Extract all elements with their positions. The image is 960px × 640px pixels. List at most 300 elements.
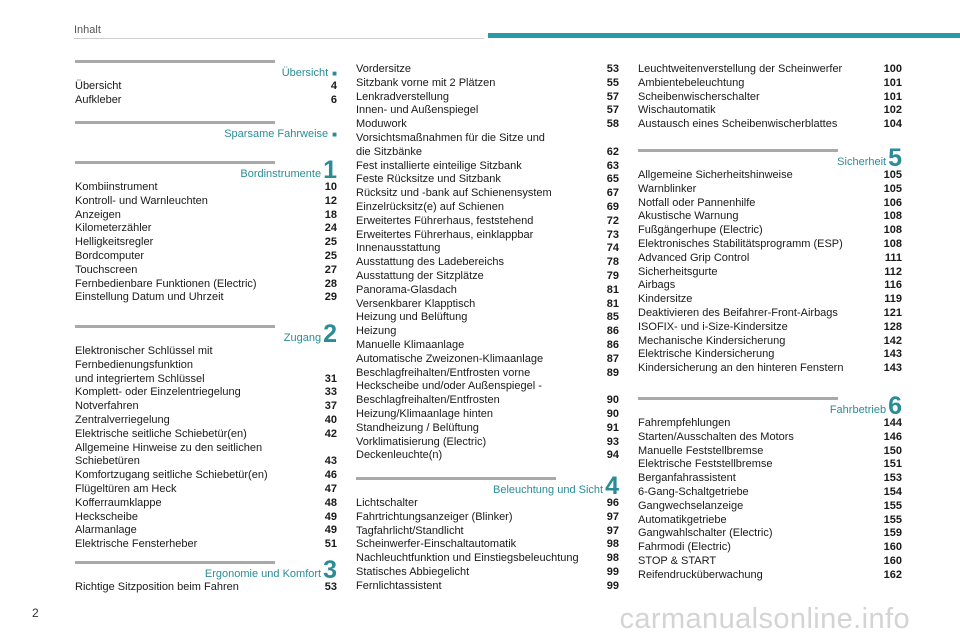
toc-entry-page: 49	[324, 524, 337, 537]
header-divider	[74, 38, 484, 39]
toc-entry-text	[638, 527, 781, 541]
toc-entry-page: 4	[330, 80, 337, 92]
section-number: 4	[605, 472, 619, 500]
toc-entry-page: 37	[324, 400, 337, 413]
toc-entry-line: Ambientebeleuchtung	[638, 76, 745, 89]
toc-entry[interactable]	[75, 278, 337, 292]
toc-entry-line: Fahrmodi (Electric)	[638, 541, 731, 554]
toc-entry[interactable]	[356, 63, 619, 77]
toc-entry[interactable]	[356, 339, 619, 353]
toc-entry-line: Manuelle Feststellbremse	[638, 444, 764, 457]
toc-entry-line: Innen- und Außenspiegel	[356, 104, 479, 117]
toc-entry[interactable]	[356, 566, 619, 580]
toc-entry-page: 155	[883, 499, 902, 512]
toc-entry-page: 102	[883, 104, 902, 117]
toc-entry-line: Austausch eines Scheibenwischerblattes	[638, 118, 838, 131]
toc-entry-text	[638, 210, 746, 224]
toc-entry[interactable]	[638, 118, 902, 132]
toc-entry-text	[75, 524, 145, 538]
toc-entry-page: 98	[606, 538, 619, 551]
toc-entry[interactable]	[356, 118, 619, 132]
toc-entry[interactable]	[356, 367, 619, 381]
toc-entry-page: 31	[324, 372, 337, 385]
toc-entry-line: Heckscheibe	[75, 510, 138, 523]
toc-entry-page: 27	[324, 263, 337, 276]
toc-entry-text	[356, 380, 550, 408]
section-number: 2	[323, 320, 337, 348]
toc-entry-page: 90	[606, 407, 619, 420]
toc-entry-line: Kindersitze	[638, 293, 693, 306]
toc-entry-line: Komplett- oder Einzelentriegelung	[75, 386, 241, 399]
toc-entry[interactable]	[356, 552, 619, 566]
toc-entry-page: 43	[324, 455, 337, 468]
toc-entry-text	[638, 238, 851, 252]
toc-entry-line: Automatikgetriebe	[638, 513, 727, 526]
toc-entry-page: 69	[606, 200, 619, 213]
toc-entry[interactable]	[638, 445, 902, 459]
toc-entry-text	[75, 386, 249, 400]
toc-entry[interactable]	[75, 291, 337, 305]
toc-entry-text	[638, 431, 802, 445]
toc-section	[638, 144, 902, 376]
toc-entry-line: Kontroll- und Warnleuchten	[75, 194, 208, 207]
toc-entry-line: Ausstattung der Sitzplätze	[356, 269, 484, 282]
toc-entry[interactable]	[75, 400, 337, 414]
section-heading	[75, 126, 337, 141]
toc-entry-line: Leuchtweitenverstellung der Scheinwerfer	[638, 63, 843, 75]
toc-entry-line: Notverfahren	[75, 400, 139, 413]
toc-entry-page: 65	[606, 173, 619, 186]
toc-entry-line: Anzeigen	[75, 208, 121, 221]
toc-entry[interactable]	[638, 472, 902, 486]
toc-entry-line: Scheibenwischerschalter	[638, 90, 760, 103]
toc-entry-line: Richtige Sitzposition beim Fahren	[75, 581, 239, 593]
toc-entry-page: 104	[883, 118, 902, 131]
toc-entry[interactable]	[356, 353, 619, 367]
toc-entry[interactable]	[356, 497, 619, 511]
toc-entry-text	[356, 187, 560, 201]
toc-entry-text	[356, 311, 475, 325]
toc-entry-line: Heizung	[356, 325, 397, 338]
section-title: Zugang	[283, 332, 322, 344]
header-title: Inhalt	[74, 24, 101, 36]
toc-entry-text	[638, 118, 845, 132]
toc-entry-page: 42	[324, 427, 337, 440]
toc-entry-text	[75, 80, 129, 94]
toc-entry-page: 96	[606, 497, 619, 509]
toc-entry[interactable]	[638, 210, 902, 224]
toc-entry-text	[75, 581, 247, 595]
toc-entry[interactable]	[75, 414, 337, 428]
toc-entry-text	[356, 160, 530, 174]
toc-entry[interactable]	[75, 345, 337, 386]
toc-entry[interactable]	[356, 538, 619, 552]
toc-entry-text	[356, 436, 494, 450]
toc-entry-page: 57	[606, 104, 619, 117]
toc-entry-line: Deckenleuchte(n)	[356, 449, 443, 462]
toc-entry[interactable]	[356, 91, 619, 105]
toc-section	[75, 60, 337, 108]
section-rule	[75, 121, 275, 124]
section-marker-icon: ■	[332, 130, 337, 139]
toc-entry[interactable]	[75, 264, 337, 278]
toc-entry-text	[356, 367, 538, 381]
toc-entry-page: 143	[883, 348, 902, 361]
toc-entry[interactable]	[638, 293, 902, 307]
section-rule	[638, 397, 838, 400]
toc-entry-line: Schiebetüren	[75, 455, 140, 468]
toc-entry-text	[638, 63, 850, 77]
toc-entry-page: 81	[606, 297, 619, 310]
toc-entry-line: Versenkbarer Klapptisch	[356, 297, 476, 310]
toc-entry[interactable]	[638, 224, 902, 238]
toc-entry[interactable]	[638, 417, 902, 431]
toc-entry-line: Akustische Warnung	[638, 210, 739, 223]
toc-entry[interactable]	[75, 94, 337, 108]
toc-entry-page: 105	[883, 182, 902, 195]
toc-entry[interactable]	[638, 362, 902, 376]
toc-entry[interactable]	[356, 298, 619, 312]
toc-entry-line: Standheizung / Belüftung	[356, 421, 479, 434]
toc-entry-page: 89	[606, 366, 619, 379]
toc-entry-page: 97	[606, 510, 619, 523]
toc-entry[interactable]	[638, 321, 902, 335]
toc-entry[interactable]	[638, 238, 902, 252]
toc-entry-page: 46	[324, 469, 337, 482]
toc-entry-line: Ausstattung des Ladebereichs	[356, 256, 504, 269]
toc-entry-page: 97	[606, 524, 619, 537]
toc-entry[interactable]	[356, 422, 619, 436]
toc-entry[interactable]	[638, 348, 902, 362]
toc-entry-line: Warnblinker	[638, 182, 697, 195]
toc-entry[interactable]	[75, 428, 337, 442]
toc-entry-text	[75, 264, 145, 278]
toc-entry-line: Automatische Zweizonen-Klimaanlage	[356, 352, 544, 365]
toc-entry-page: 101	[883, 76, 902, 89]
section-heading	[356, 472, 619, 500]
toc-entry[interactable]	[638, 77, 902, 91]
toc-entry-page: 86	[606, 338, 619, 351]
toc-entry-page: 12	[324, 194, 337, 207]
toc-entry-line: Elektrische Kindersicherung	[638, 348, 775, 361]
toc-entry-page: 73	[606, 228, 619, 241]
toc-entry[interactable]	[356, 311, 619, 325]
toc-entry-text	[356, 552, 587, 566]
toc-entry-page: 143	[883, 362, 902, 375]
toc-entry-text	[356, 229, 541, 243]
toc-entry-line: Fernlichtassistent	[356, 579, 442, 592]
toc-entry-line: Alarmanlage	[75, 524, 137, 537]
toc-entry-line: Gangwahlschalter (Electric)	[638, 527, 773, 540]
toc-entry-text	[75, 400, 147, 414]
section-heading	[75, 156, 337, 184]
toc-entry-page: 57	[606, 90, 619, 103]
toc-entry[interactable]	[356, 187, 619, 201]
toc-section	[75, 556, 337, 595]
toc-entry-text	[75, 94, 129, 108]
toc-entry[interactable]	[75, 469, 337, 483]
toc-entry-text	[638, 266, 726, 280]
toc-entry[interactable]	[638, 169, 902, 183]
toc-entry-page: 153	[883, 472, 902, 485]
toc-entry-text	[356, 497, 426, 511]
toc-entry-text	[356, 298, 483, 312]
toc-entry-text	[638, 472, 744, 486]
toc-entry-text	[75, 497, 170, 511]
toc-entry[interactable]	[356, 160, 619, 174]
toc-entry-line: Elektrische seitliche Schiebetür(en)	[75, 427, 247, 440]
toc-entry[interactable]	[75, 250, 337, 264]
toc-entry[interactable]	[75, 581, 337, 595]
toc-entry-text	[356, 408, 501, 422]
toc-entry-text	[638, 321, 796, 335]
toc-entry-line: Heckscheibe und/oder Außenspiegel -	[356, 380, 542, 393]
toc-entry-page: 90	[606, 394, 619, 407]
toc-entry-line: Starten/Ausschalten des Motors	[638, 430, 794, 443]
toc-entry[interactable]	[75, 236, 337, 250]
toc-entry-line: STOP & START	[638, 554, 717, 567]
toc-entry-line: Beschlagfreihalten/Entfrosten	[356, 394, 500, 407]
toc-entry-text	[356, 201, 512, 215]
toc-entry-text	[638, 486, 757, 500]
toc-entry-text	[75, 181, 166, 195]
toc-entry-page: 162	[883, 568, 902, 581]
toc-entry[interactable]	[75, 386, 337, 400]
toc-entry-text	[356, 256, 512, 270]
toc-section	[638, 63, 902, 132]
toc-entry[interactable]	[638, 104, 902, 118]
toc-entry-text	[638, 458, 781, 472]
toc-entry-page: 78	[606, 256, 619, 269]
toc-entry-line: Vordersitze	[356, 63, 412, 75]
toc-entry[interactable]	[356, 270, 619, 284]
toc-entry-line: Statisches Abbiegelicht	[356, 565, 470, 578]
toc-entry[interactable]	[356, 256, 619, 270]
toc-entry-text	[356, 511, 521, 525]
toc-entry[interactable]	[356, 408, 619, 422]
toc-entry-line: Einstellung Datum und Uhrzeit	[75, 291, 224, 304]
section-rule	[75, 561, 275, 564]
toc-entry-line: Fahrempfehlungen	[638, 417, 731, 429]
toc-entry-page: 100	[883, 63, 902, 75]
section-rule	[75, 60, 275, 63]
toc-entry[interactable]	[356, 104, 619, 118]
toc-entry-text	[638, 77, 752, 91]
toc-entry-text	[75, 291, 232, 305]
toc-entry-text	[75, 469, 276, 483]
toc-entry-line: Übersicht	[75, 80, 122, 92]
toc-entry-text	[75, 414, 178, 428]
toc-entry-page: 79	[606, 269, 619, 282]
toc-entry-page: 25	[324, 236, 337, 249]
toc-section	[638, 392, 902, 583]
toc-entry-text	[75, 345, 325, 386]
toc-entry[interactable]	[638, 307, 902, 321]
toc-entry[interactable]	[356, 201, 619, 215]
toc-entry[interactable]	[75, 209, 337, 223]
toc-entry-text	[356, 91, 457, 105]
toc-entry-text	[356, 132, 553, 160]
toc-entry[interactable]	[75, 511, 337, 525]
toc-entry-page: 108	[883, 237, 902, 250]
toc-entry-page: 33	[324, 386, 337, 399]
toc-entry-page: 53	[324, 581, 337, 593]
section-heading	[75, 556, 337, 584]
toc-entry-page: 160	[883, 554, 902, 567]
toc-entry-line: Einzelrücksitz(e) auf Schienen	[356, 200, 504, 213]
toc-entry[interactable]	[638, 541, 902, 555]
toc-entry-page: 47	[324, 482, 337, 495]
toc-entry[interactable]	[75, 195, 337, 209]
toc-entry-page: 74	[606, 242, 619, 255]
toc-entry-text	[356, 525, 472, 539]
toc-entry-line: Gangwechselanzeige	[638, 499, 744, 512]
toc-entry[interactable]	[638, 63, 902, 77]
toc-entry[interactable]	[75, 80, 337, 94]
toc-entry-text	[75, 442, 270, 470]
toc-entry[interactable]	[638, 458, 902, 472]
toc-entry-page: 98	[606, 552, 619, 565]
toc-entry-text	[638, 335, 793, 349]
toc-entry-line: Sicherheitsgurte	[638, 265, 718, 278]
toc-entry[interactable]	[75, 497, 337, 511]
toc-entry-page: 111	[884, 251, 902, 264]
toc-entry-page: 24	[324, 222, 337, 235]
toc-entry-line: Kofferraumklappe	[75, 496, 162, 509]
toc-entry[interactable]	[638, 183, 902, 197]
toc-entry-line: Heizung und Belüftung	[356, 311, 468, 324]
toc-entry[interactable]	[75, 181, 337, 195]
toc-entry[interactable]	[356, 449, 619, 463]
toc-entry-text	[75, 209, 129, 223]
toc-entry-page: 119	[884, 293, 902, 306]
toc-entry[interactable]	[356, 229, 619, 243]
section-heading	[75, 320, 337, 348]
toc-entry-line: Heizung/Klimaanlage hinten	[356, 407, 493, 420]
toc-entry[interactable]	[638, 527, 902, 541]
toc-entry-page: 62	[606, 145, 619, 158]
toc-entry[interactable]	[356, 325, 619, 339]
toc-entry[interactable]	[356, 173, 619, 187]
toc-entry-text	[638, 197, 763, 211]
section-title: Übersicht	[281, 67, 329, 79]
toc-entry[interactable]	[638, 486, 902, 500]
toc-entry-line: die Sitzbänke	[356, 145, 423, 158]
toc-entry[interactable]	[75, 442, 337, 470]
toc-entry[interactable]	[638, 500, 902, 514]
toc-entry-text	[638, 500, 751, 514]
toc-entry-text	[356, 270, 492, 284]
toc-entry-text	[356, 339, 472, 353]
toc-entry-line: Fest installierte einteilige Sitzbank	[356, 159, 522, 172]
toc-entry[interactable]	[638, 252, 902, 266]
toc-entry[interactable]	[638, 569, 902, 583]
toc-entry-page: 146	[883, 430, 902, 443]
toc-entry-line: Mechanische Kindersicherung	[638, 334, 786, 347]
toc-entry[interactable]	[356, 132, 619, 160]
toc-entry[interactable]	[356, 77, 619, 91]
toc-entry[interactable]	[356, 580, 619, 594]
toc-entry[interactable]	[75, 538, 337, 552]
toc-entry-line: Fußgängerhupe (Electric)	[638, 224, 763, 237]
toc-entry[interactable]	[638, 197, 902, 211]
toc-entry[interactable]	[356, 242, 619, 256]
toc-entry[interactable]	[356, 380, 619, 408]
toc-entry-line: Touchscreen	[75, 263, 138, 276]
toc-entry-line: 6-Gang-Schaltgetriebe	[638, 485, 749, 498]
toc-entry[interactable]	[75, 222, 337, 236]
toc-entry[interactable]	[356, 284, 619, 298]
toc-entry[interactable]	[638, 335, 902, 349]
toc-entry-line: Reifendrucküberwachung	[638, 568, 763, 581]
toc-entry[interactable]	[638, 555, 902, 569]
toc-entry-line: Komfortzugang seitliche Schiebetür(en)	[75, 469, 268, 482]
toc-entry-text	[356, 449, 450, 463]
toc-entry-text	[75, 195, 216, 209]
section-number: 3	[323, 556, 337, 584]
section-number: 5	[888, 144, 902, 172]
toc-section	[75, 121, 337, 141]
watermark: carmanualsonline.info	[619, 603, 910, 635]
toc-entry-text	[638, 362, 851, 376]
toc-entry[interactable]	[638, 514, 902, 528]
toc-entry-page: 106	[883, 196, 902, 209]
toc-entry-page: 6	[330, 93, 337, 106]
toc-entry-line: Nachleuchtfunktion und Einstiegsbeleuchtung	[356, 552, 579, 565]
toc-section	[356, 63, 619, 463]
toc-entry-line: Lichtschalter	[356, 497, 418, 509]
toc-entry-page: 72	[606, 214, 619, 227]
section-title: Ergonomie und Komfort	[204, 568, 322, 580]
toc-entry[interactable]	[638, 266, 902, 280]
toc-entry-text	[638, 224, 771, 238]
toc-entry-page: 55	[606, 76, 619, 89]
toc-entry[interactable]	[75, 524, 337, 538]
toc-entry[interactable]	[638, 279, 902, 293]
toc-entry[interactable]	[638, 91, 902, 105]
toc-entry-line: Berganfahrassistent	[638, 472, 736, 485]
toc-entry[interactable]	[75, 483, 337, 497]
toc-entry-line: Feste Rücksitze und Sitzbank	[356, 173, 501, 186]
toc-entry-page: 112	[884, 265, 902, 278]
toc-entry[interactable]	[356, 511, 619, 525]
toc-entry-page: 101	[883, 90, 902, 103]
toc-entry[interactable]	[356, 525, 619, 539]
toc-entry-line: Fahrtrichtungsanzeiger (Blinker)	[356, 510, 513, 523]
toc-entry-line: Panorama-Glasdach	[356, 283, 457, 296]
toc-section	[356, 472, 619, 594]
toc-entry-page: 58	[606, 118, 619, 131]
toc-entry-line: Elektronischer Schlüssel mit Fernbedienungsfunktion	[75, 345, 213, 371]
toc-entry-line: Notfall oder Pannenhilfe	[638, 196, 756, 209]
toc-entry[interactable]	[356, 436, 619, 450]
toc-entry-page: 108	[883, 224, 902, 237]
page-number: 2	[32, 606, 39, 620]
section-heading	[638, 392, 902, 420]
toc-entry-page: 155	[883, 513, 902, 526]
toc-entry-line: Erweitertes Führerhaus, einklappbar	[356, 228, 534, 241]
toc-entry-line: Rücksitz und -bank auf Schienensystem	[356, 187, 552, 200]
toc-entry-line: Vorklimatisierung (Electric)	[356, 435, 487, 448]
toc-entry-text	[356, 63, 419, 77]
toc-entry[interactable]	[356, 215, 619, 229]
toc-entry-text	[356, 580, 450, 594]
toc-entry-line: Elektronisches Stabilitätsprogramm (ESP)	[638, 237, 843, 250]
section-heading	[75, 65, 337, 80]
toc-entry-page: 18	[324, 208, 337, 221]
toc-entry[interactable]	[638, 431, 902, 445]
section-title: Beleuchtung und Sicht	[493, 484, 604, 496]
